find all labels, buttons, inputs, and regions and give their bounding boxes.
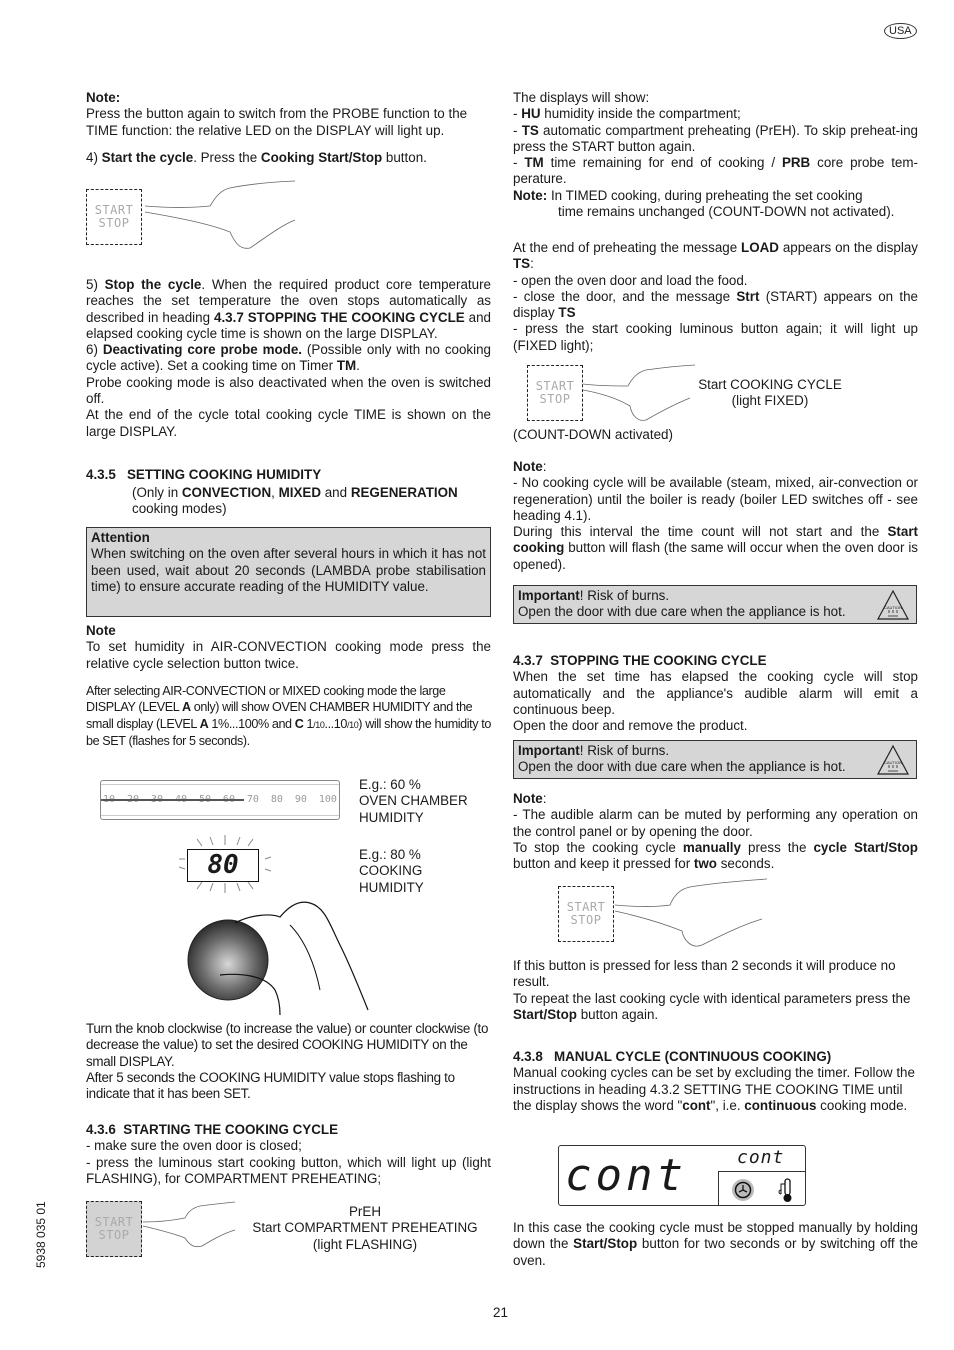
note-alarm: Note: - The audible alarm can be muted by performing any operation on the control panel or by opening the door. To stop the cooking cycle manually press the cycle Start/Stop button and keep it pressed for two seconds.: [513, 791, 918, 872]
start-stop-button-illustration: START STOP: [558, 886, 614, 942]
pointing-hand-icon: [580, 360, 700, 430]
pointing-hand-icon: [140, 178, 300, 258]
displays-list: The displays will show: - HU humidity inside the compartment; - TS automatic compartment preheating (PrEH). To skip preheat-ing press the START button again. - TM time remaining for end of cooking / PRB core probe tem-perature. Note: In TIMED cooking, during preheating the set cooking time remains unchanged (COUNT-DOWN not activated).: [513, 90, 918, 220]
after-selecting-text: After selecting AIR-CONVECTION or MIXED cooking mode the large DISPLAY (LEVEL A only) will show OVEN CHAMBER HUMIDITY and the small display (LEVEL A 1%...100% and C 1/10...10/10) will show the humidity to be SET (flashes for 5 seconds).: [86, 684, 491, 748]
note-air-convection: Note To set humidity in AIR-CONVECTION cooking mode press the relative cycle selection button twice.: [86, 623, 491, 671]
humidity-scale-label: 90: [294, 794, 307, 805]
step-4: 4) Start the cycle. Press the Cooking Start/Stop button.: [86, 150, 427, 165]
document-code: 5938 035 01: [34, 1201, 48, 1268]
humidity-scale-label: 70: [246, 794, 259, 805]
countdown-note: (COUNT-DOWN activated): [513, 427, 673, 442]
humidity-scale-display: [100, 780, 340, 820]
small-display-text: cont: [737, 1147, 785, 1168]
note-title: Note:: [86, 90, 121, 105]
core-probe-thermometer-icon: [776, 1176, 794, 1204]
section-4-3-7-heading: 4.3.7 STOPPING THE COOKING CYCLE: [513, 653, 767, 668]
svg-text:CAUTION: CAUTION: [884, 605, 902, 610]
start-cooking-caption: Start COOKING CYCLE (light FIXED): [698, 377, 842, 409]
small-display-caption: E.g.: 80 % COOKING HUMIDITY: [359, 847, 424, 895]
hot-surface-warning-icon: [876, 589, 910, 621]
timer-clock-icon: [731, 1178, 755, 1202]
scale-caption: E.g.: 60 % OVEN CHAMBER HUMIDITY: [359, 777, 468, 825]
start-stop-button-illustration: START STOP: [527, 365, 583, 421]
page-number: 21: [493, 1305, 508, 1320]
less-than-2-seconds-text: If this button is pressed for less than 2 seconds it will produce no result. To repeat the last cooking cycle with identical parameters press the Start/Stop button again.: [513, 958, 911, 1022]
humidity-knob-icon: [180, 895, 380, 1015]
humidity-scale-label: 100: [318, 794, 337, 805]
final-stop-text: In this case the cooking cycle must be stopped manually by holding down the Start/Stop button for two seconds or by switching off the oven.: [513, 1220, 919, 1268]
humidity-scale-label: 80: [270, 794, 283, 805]
section-4-3-8: 4.3.8 MANUAL CYCLE (CONTINUOUS COOKING) Manual cooking cycles can be set by excluding the timer. Follow the instructions in heading 4.3.2 SETTING THE COOKING TIME until the display shows the word "cont", i.e. continuous cooking mode.: [513, 1049, 918, 1114]
pointing-hand-icon: [612, 875, 772, 955]
svg-text:CAUTION: CAUTION: [884, 760, 902, 765]
small-humidity-display: 80: [187, 849, 259, 882]
section-4-3-6: 4.3.6 STARTING THE COOKING CYCLE - make sure the oven door is closed; - press the luminous start cooking button, which will light up (light FLASHING), for COMPARTMENT PREHEATING;: [86, 1122, 491, 1186]
large-display-text: cont: [565, 1150, 687, 1201]
hot-surface-warning-icon: [876, 744, 910, 776]
start-stop-button-flashing: START STOP: [86, 1201, 142, 1257]
note-probe-time: [86, 90, 491, 139]
note-boiler: Note: - No cooking cycle will be available (steam, mixed, air-convection or regeneration) until the boiler is ready (boiler LED switches off - see heading 4.1). During this interval the time count will not start and the Start cooking button will flash (the same will occur when the oven door is opened).: [513, 459, 918, 572]
important-box-2: Important! Risk of burns. Open the door with due care when the appliance is hot. CAUTION: [513, 740, 917, 779]
section-4-3-8-heading: 4.3.8 MANUAL CYCLE (CONTINUOUS COOKING): [513, 1049, 832, 1064]
load-instructions: At the end of preheating the message LOAD appears on the display TS: - open the oven door and load the food. - close the door, and the message Strt (START) appears on the display TS - press the start cooking luminous button again; it will light up (FIXED light);: [513, 240, 919, 353]
important-box-1: Important! Risk of burns. Open the door with due care when the appliance is hot. CAUTION: [513, 585, 917, 624]
pointing-hand-icon: [140, 1200, 240, 1250]
note-text: Press the button again to switch from the PROBE function to the TIME function: the relative LED on the DISPLAY will light up.: [86, 106, 468, 138]
region-badge: USA: [884, 23, 917, 39]
start-stop-button-illustration: START STOP: [86, 189, 142, 245]
turn-knob-text: Turn the knob clockwise (to increase the value) or counter clockwise (to decrease the value) to set the desired COOKING HUMIDITY on the small DISPLAY. After 5 seconds the COOKING HUMIDITY value stops flashing to indicate that it has been SET.: [86, 1021, 489, 1102]
section-4-3-5-heading: 4.3.5 SETTING COOKING HUMIDITY: [86, 467, 322, 482]
section-4-3-7: 4.3.7 STOPPING THE COOKING CYCLE When the set time has elapsed the cooking cycle will stop automatically and the appliance's audible alarm will emit a continuous beep. Open the door and remove the product.: [513, 653, 918, 734]
section-4-3-5-subtitle: (Only in CONVECTION, MIXED and REGENERATION cooking modes): [132, 485, 458, 517]
preheat-caption: PrEH Start COMPARTMENT PREHEATING (light FLASHING): [252, 1204, 478, 1252]
humidity-scale-bar: [101, 799, 244, 801]
step-5: 5) Stop the cycle. When the required product core temperature reaches the set temperature the oven stops automatically as described in heading 4.3.7 STOPPING THE COOKING CYCLE and elapsed cooking cycle time is shown on the large DISPLAY. 6) Deactivating core probe mode. (Possible only with no cooking cycle active). Set a cooking time on Timer TM. Probe cooking mode is also deactivated when the oven is switched off. At the end of the cycle total cooking cycle TIME is shown on the large DISPLAY.: [86, 277, 491, 439]
attention-box: Attention When switching on the oven after several hours in which it has not been used, wait about 20 seconds (LAMBDA probe stabilisation time) to ensure accurate reading of the HUMIDITY value.: [86, 527, 491, 617]
cont-display: [558, 1145, 806, 1206]
section-4-3-6-heading: 4.3.6 STARTING THE COOKING CYCLE: [86, 1122, 338, 1137]
